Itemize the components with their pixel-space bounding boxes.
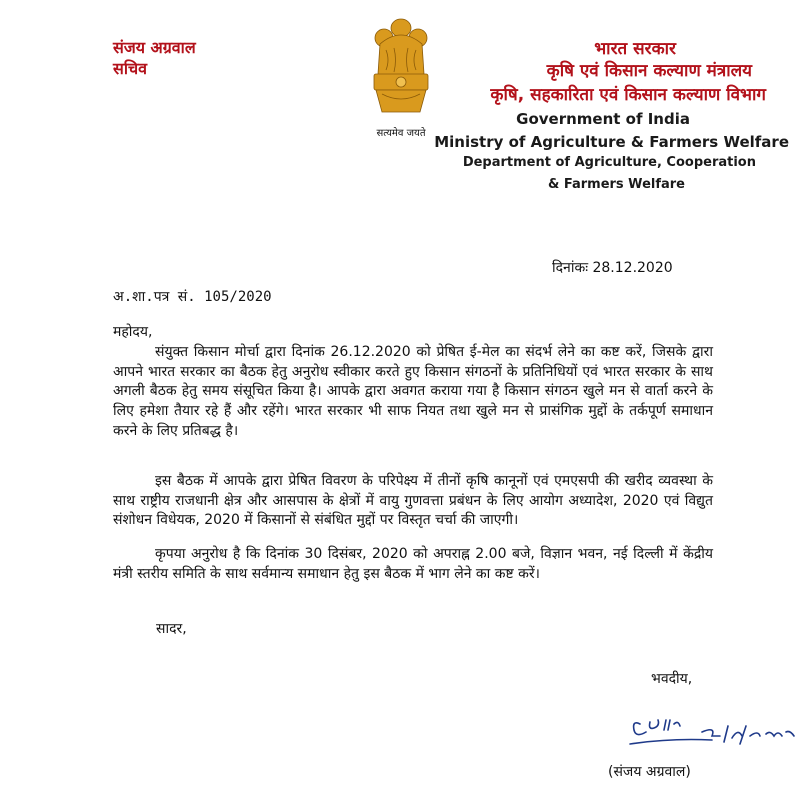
letterhead-ministry-hindi: कृषि एवं किसान कल्याण मंत्रालय — [546, 61, 752, 81]
state-emblem-icon — [362, 14, 440, 139]
signatory-name: (संजय अग्रवाल) — [608, 764, 691, 780]
reference-number: अ.शा.पत्र सं. 105/2020 — [113, 289, 272, 305]
letterhead-department-english-cont: & Farmers Welfare — [547, 177, 685, 192]
letterhead-department-hindi: कृषि, सहकारिता एवं किसान कल्याण विभाग — [490, 85, 766, 105]
body-paragraph-3: कृपया अनुरोध है कि दिनांक 30 दिसंबर, 2020 को अपराह्न 2.00 बजे, विज्ञान भवन, नई दिल्ली में केंद्रीय मंत्री स्तरीय समिति के साथ सर्वमान्य समाधान हेतु इस बैठक में भाग लेने का कष्ट करें। — [113, 546, 713, 582]
emblem-motto: सत्यमेव जयते — [376, 128, 426, 139]
letter-date: दिनांकः 28.12.2020 — [552, 260, 673, 276]
letterhead-department-english: Department of Agriculture, Cooperation — [462, 155, 756, 170]
closing-regards: सादर, — [156, 621, 187, 637]
sender-name: संजय अग्रवाल — [113, 38, 196, 57]
salutation: महोदय, — [113, 324, 153, 340]
yours-faithfully: भवदीय, — [651, 671, 693, 687]
body-paragraph-2: इस बैठक में आपके द्वारा प्रेषित विवरण के परिपेक्ष्य में तीनों कृषि कानूनों एवं एमएसपी की खरीद व्यवस्था के साथ राष्ट्रीय राजधानी क्षेत्र और आसपास के क्षेत्रों में वायु गुणवत्ता प्रबंधन के लिए आयोग अध्यादेश, 2020 एवं विद्युत संशोधन विधेयक, 2020 में किसानों से संबंधित मुद्दों पर विस्तृत चर्चा की जाएगी। — [113, 473, 713, 529]
letterhead-govt-english: Government of India — [516, 110, 690, 128]
body-paragraph-1: संयुक्त किसान मोर्चा द्वारा दिनांक 26.12.2020 को प्रेषित ई-मेल का संदर्भ लेने का कष्ट करें, जिसके द्वारा आपने भारत सरकार का बैठक हेतु अनुरोध स्वीकार करते हुए किसान संगठनों के प्रतिनिधियों एवं भारत सरकार के साथ अगली बैठक हेतु समय संसूचित किया है। आपके द्वारा अवगत कराया गया है किसान संगठन खुले मन से वार्ता करने के लिए हमेशा तैयार रहे हैं और रहेंगे। भारत सरकार भी साफ नियत तथा खुले मन से प्रासंगिक मुद्दों के तर्कपूर्ण समाधान करने के लिए प्रतिबद्ध है। — [113, 344, 713, 439]
sender-title: सचिव — [113, 59, 148, 78]
handwritten-signature — [620, 712, 800, 760]
letterhead-govt-hindi: भारत सरकार — [594, 39, 676, 59]
letterhead-ministry-english: Ministry of Agriculture & Farmers Welfare — [434, 133, 789, 151]
